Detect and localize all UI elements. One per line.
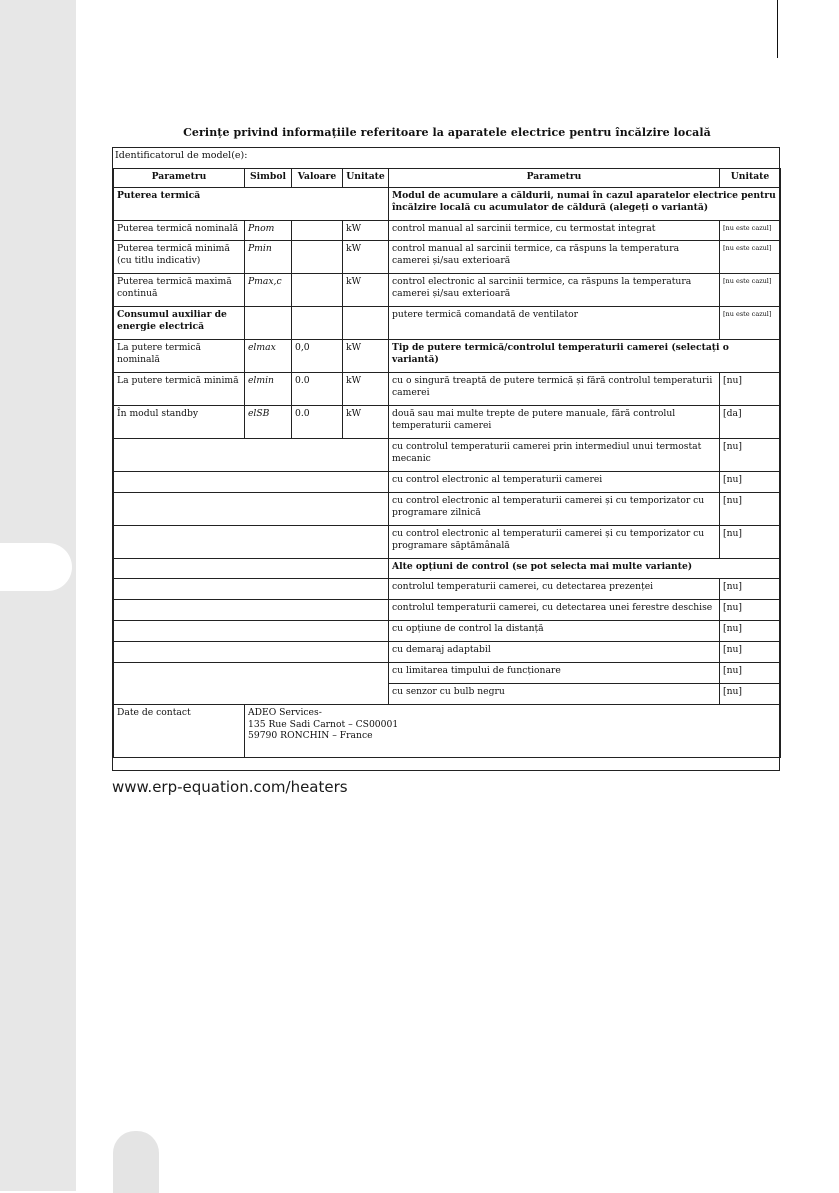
other-unit: [nu] — [720, 642, 781, 663]
aux-section: Consumul auxiliar de energie electrică — [114, 307, 245, 340]
requirements-table — [113, 168, 781, 758]
table-row — [114, 621, 781, 642]
maximum-value — [292, 274, 343, 307]
type-param: cu controlul temperaturii camerei prin intermediul unui termostat mecanic — [389, 439, 720, 472]
other-unit: [nu] — [720, 621, 781, 642]
standby-unit: kW — [343, 406, 389, 439]
other-section-header: Alte opțiuni de control (se pot selecta mai multe variante) — [389, 559, 781, 579]
other-unit: [nu] — [720, 600, 781, 621]
table-row — [114, 340, 781, 373]
other-param: controlul temperaturii camerei, cu detectarea unei ferestre deschise — [389, 600, 720, 621]
storage-unit: [nu este cazul] — [720, 221, 781, 241]
empty-cell — [114, 493, 389, 526]
empty-cell — [114, 559, 389, 579]
empty-cell — [114, 579, 389, 600]
contact-row — [114, 705, 781, 758]
type-unit: [nu] — [720, 493, 781, 526]
at-minimum-symbol: elmin — [245, 373, 292, 406]
page-margin-bar — [0, 0, 76, 1191]
table-row — [114, 373, 781, 406]
storage-unit: [nu este cazul] — [720, 241, 781, 274]
table-row — [114, 493, 781, 526]
at-nominal-value: 0,0 — [292, 340, 343, 373]
table-header-row — [114, 169, 781, 188]
type-param: două sau mai multe trepte de putere manuale, fără controlul temperaturii camerei — [389, 406, 720, 439]
model-identifier-label: Identificatorul de model(e): — [115, 150, 248, 161]
other-param: cu opțiune de control la distanță — [389, 621, 720, 642]
other-param: controlul temperaturii camerei, cu detectarea prezenței — [389, 579, 720, 600]
empty-cell — [343, 307, 389, 340]
maximum-label: Puterea termică maximă continuă — [114, 274, 245, 307]
storage-unit: [nu este cazul] — [720, 307, 781, 340]
table-row — [114, 642, 781, 663]
contact-label: Date de contact — [114, 705, 245, 758]
type-unit: [nu] — [720, 526, 781, 559]
document-title: Cerințe privind informațiile referitoare la aparatele electrice pentru încălzire locală — [183, 126, 711, 139]
empty-cell — [114, 621, 389, 642]
empty-cell — [114, 642, 389, 663]
other-unit: [nu] — [720, 579, 781, 600]
header-valoare: Valoare — [292, 169, 343, 188]
table-row — [114, 274, 781, 307]
minimum-label: Puterea termică minimă (cu titlu indicativ) — [114, 241, 245, 274]
storage-section-header: Modul de acumulare a căldurii, numai în cazul aparatelor electrice pentru încălzire locală cu acumulator de căldură (alegeți o variantă) — [389, 188, 781, 221]
other-param: cu senzor cu bulb negru — [389, 684, 720, 705]
at-minimum-value: 0.0 — [292, 373, 343, 406]
empty-cell — [114, 663, 389, 705]
empty-cell — [114, 439, 389, 472]
at-nominal-label: La putere termică nominală — [114, 340, 245, 373]
side-tab — [0, 543, 72, 591]
type-unit: [nu] — [720, 439, 781, 472]
table-row — [114, 526, 781, 559]
standby-value: 0.0 — [292, 406, 343, 439]
heat-output-section: Puterea termică — [114, 188, 389, 221]
table-row — [114, 307, 781, 340]
empty-cell — [114, 526, 389, 559]
other-unit: [nu] — [720, 684, 781, 705]
bottom-page-tab — [113, 1131, 159, 1193]
nominal-label: Puterea termică nominală — [114, 221, 245, 241]
standby-symbol: elSB — [245, 406, 292, 439]
type-unit: [nu] — [720, 373, 781, 406]
table-row — [114, 579, 781, 600]
header-parametru-left: Parametru — [114, 169, 245, 188]
type-param: cu o singură treaptă de putere termică și fără controlul temperaturii camerei — [389, 373, 720, 406]
table-row — [114, 241, 781, 274]
header-parametru-right: Parametru — [389, 169, 720, 188]
table-row — [114, 600, 781, 621]
at-minimum-unit: kW — [343, 373, 389, 406]
table-row — [114, 188, 781, 221]
at-nominal-unit: kW — [343, 340, 389, 373]
crop-mark — [777, 0, 778, 58]
maximum-unit: kW — [343, 274, 389, 307]
type-param: cu control electronic al temperaturii camerei și cu temporizator cu programare săptămânală — [389, 526, 720, 559]
other-param: cu demaraj adaptabil — [389, 642, 720, 663]
header-unitate-left: Unitate — [343, 169, 389, 188]
storage-param: control manual al sarcinii termice, cu termostat integrat — [389, 221, 720, 241]
table-row — [114, 406, 781, 439]
minimum-value — [292, 241, 343, 274]
maximum-symbol: Pmax,c — [245, 274, 292, 307]
minimum-symbol: Pmin — [245, 241, 292, 274]
contact-details — [245, 705, 781, 758]
other-unit: [nu] — [720, 663, 781, 684]
table-row — [114, 439, 781, 472]
standby-label: În modul standby — [114, 406, 245, 439]
header-simbol: Simbol — [245, 169, 292, 188]
storage-param: control manual al sarcinii termice, ca răspuns la temperatura camerei și/sau exterioară — [389, 241, 720, 274]
at-minimum-label: La putere termică minimă — [114, 373, 245, 406]
empty-cell — [114, 472, 389, 493]
contact-line: 59790 RONCHIN – France — [248, 730, 373, 741]
storage-param: putere termică comandată de ventilator — [389, 307, 720, 340]
type-unit: [da] — [720, 406, 781, 439]
contact-line: 135 Rue Sadi Carnot – CS00001 — [248, 718, 399, 730]
empty-cell — [114, 600, 389, 621]
minimum-unit: kW — [343, 241, 389, 274]
at-nominal-symbol: elmax — [245, 340, 292, 373]
table-row — [114, 559, 781, 579]
type-param: cu control electronic al temperaturii camerei — [389, 472, 720, 493]
nominal-symbol: Pnom — [245, 221, 292, 241]
website-url: www.erp-equation.com/heaters — [112, 778, 348, 796]
empty-cell — [292, 307, 343, 340]
header-unitate-right: Unitate — [720, 169, 781, 188]
storage-unit: [nu este cazul] — [720, 274, 781, 307]
storage-param: control electronic al sarcinii termice, ca răspuns la temperatura camerei și/sau exterioară — [389, 274, 720, 307]
table-row — [114, 663, 781, 684]
empty-cell — [245, 307, 292, 340]
nominal-value — [292, 221, 343, 241]
table-row — [114, 221, 781, 241]
type-unit: [nu] — [720, 472, 781, 493]
table-row — [114, 472, 781, 493]
type-section-header: Tip de putere termică/controlul temperaturii camerei (selectați o variantă) — [389, 340, 781, 373]
contact-line: ADEO Services- — [248, 707, 322, 718]
nominal-unit: kW — [343, 221, 389, 241]
type-param: cu control electronic al temperaturii camerei și cu temporizator cu programare zilnică — [389, 493, 720, 526]
other-param: cu limitarea timpului de funcționare — [389, 663, 720, 684]
